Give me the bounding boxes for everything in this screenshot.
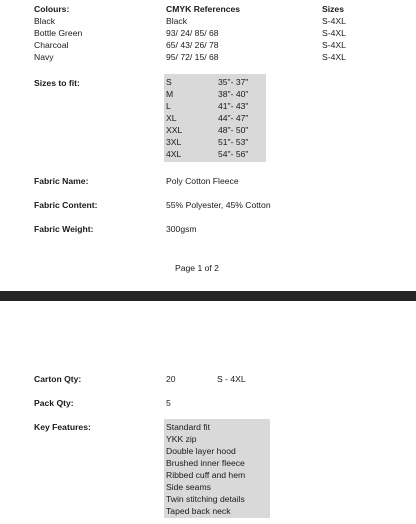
feature-item: YKK zip xyxy=(166,434,197,444)
colours-header: Colours: xyxy=(34,4,70,14)
size-code: S xyxy=(166,77,172,87)
size-code: 4XL xyxy=(166,149,182,159)
size-range: 38"- 40" xyxy=(218,89,249,99)
carton-sizes: S - 4XL xyxy=(217,374,246,384)
size-code: XXL xyxy=(166,125,183,135)
feature-item: Taped back neck xyxy=(166,506,231,516)
colour-sizes: S-4XL xyxy=(322,52,346,62)
size-code: XL xyxy=(166,113,177,123)
colour-sizes: S-4XL xyxy=(322,40,346,50)
colour-name: Navy xyxy=(34,52,54,62)
colour-cmyk: 93/ 24/ 85/ 68 xyxy=(166,28,219,38)
pack-qty-value: 5 xyxy=(166,398,171,408)
cmyk-header: CMYK References xyxy=(166,4,241,14)
size-range: 54"- 56" xyxy=(218,149,249,159)
colour-name: Bottle Green xyxy=(34,28,83,38)
sizes-header: Sizes xyxy=(322,4,344,14)
sizes-to-fit-label: Sizes to fit: xyxy=(34,78,80,88)
fabric-name-value: Poly Cotton Fleece xyxy=(166,176,239,186)
size-range: 51"- 53" xyxy=(218,137,249,147)
colour-cmyk: 95/ 72/ 15/ 68 xyxy=(166,52,219,62)
fabric-weight-value: 300gsm xyxy=(166,224,197,234)
colour-name: Black xyxy=(34,16,56,26)
colour-cmyk: Black xyxy=(166,16,188,26)
feature-item: Double layer hood xyxy=(166,446,236,456)
feature-item: Side seams xyxy=(166,482,211,492)
colour-sizes: S-4XL xyxy=(322,28,346,38)
pack-qty-label: Pack Qty: xyxy=(34,398,74,408)
feature-item: Twin stitching details xyxy=(166,494,245,504)
size-code: L xyxy=(166,101,171,111)
fabric-weight-label: Fabric Weight: xyxy=(34,224,94,234)
size-range: 44"- 47" xyxy=(218,113,249,123)
feature-item: Brushed inner fleece xyxy=(166,458,245,468)
colour-name: Charcoal xyxy=(34,40,69,50)
carton-qty-value: 20 xyxy=(166,374,176,384)
key-features-label: Key Features: xyxy=(34,422,91,432)
size-range: 41"- 43" xyxy=(218,101,249,111)
size-range: 48"- 50" xyxy=(218,125,249,135)
colour-sizes: S-4XL xyxy=(322,16,346,26)
page-number: Page 1 of 2 xyxy=(175,263,219,273)
page-divider xyxy=(0,291,416,301)
colour-cmyk: 65/ 43/ 26/ 78 xyxy=(166,40,219,50)
feature-item: Standard fit xyxy=(166,422,210,432)
size-code: M xyxy=(166,89,174,99)
fabric-name-label: Fabric Name: xyxy=(34,176,89,186)
size-row xyxy=(166,150,270,162)
feature-item: Ribbed cuff and hem xyxy=(166,470,246,480)
fabric-content-value: 55% Polyester, 45% Cotton xyxy=(166,200,271,210)
size-code: 3XL xyxy=(166,137,182,147)
size-range: 35"- 37" xyxy=(218,77,249,87)
fabric-content-label: Fabric Content: xyxy=(34,200,98,210)
carton-qty-label: Carton Qty: xyxy=(34,374,82,384)
